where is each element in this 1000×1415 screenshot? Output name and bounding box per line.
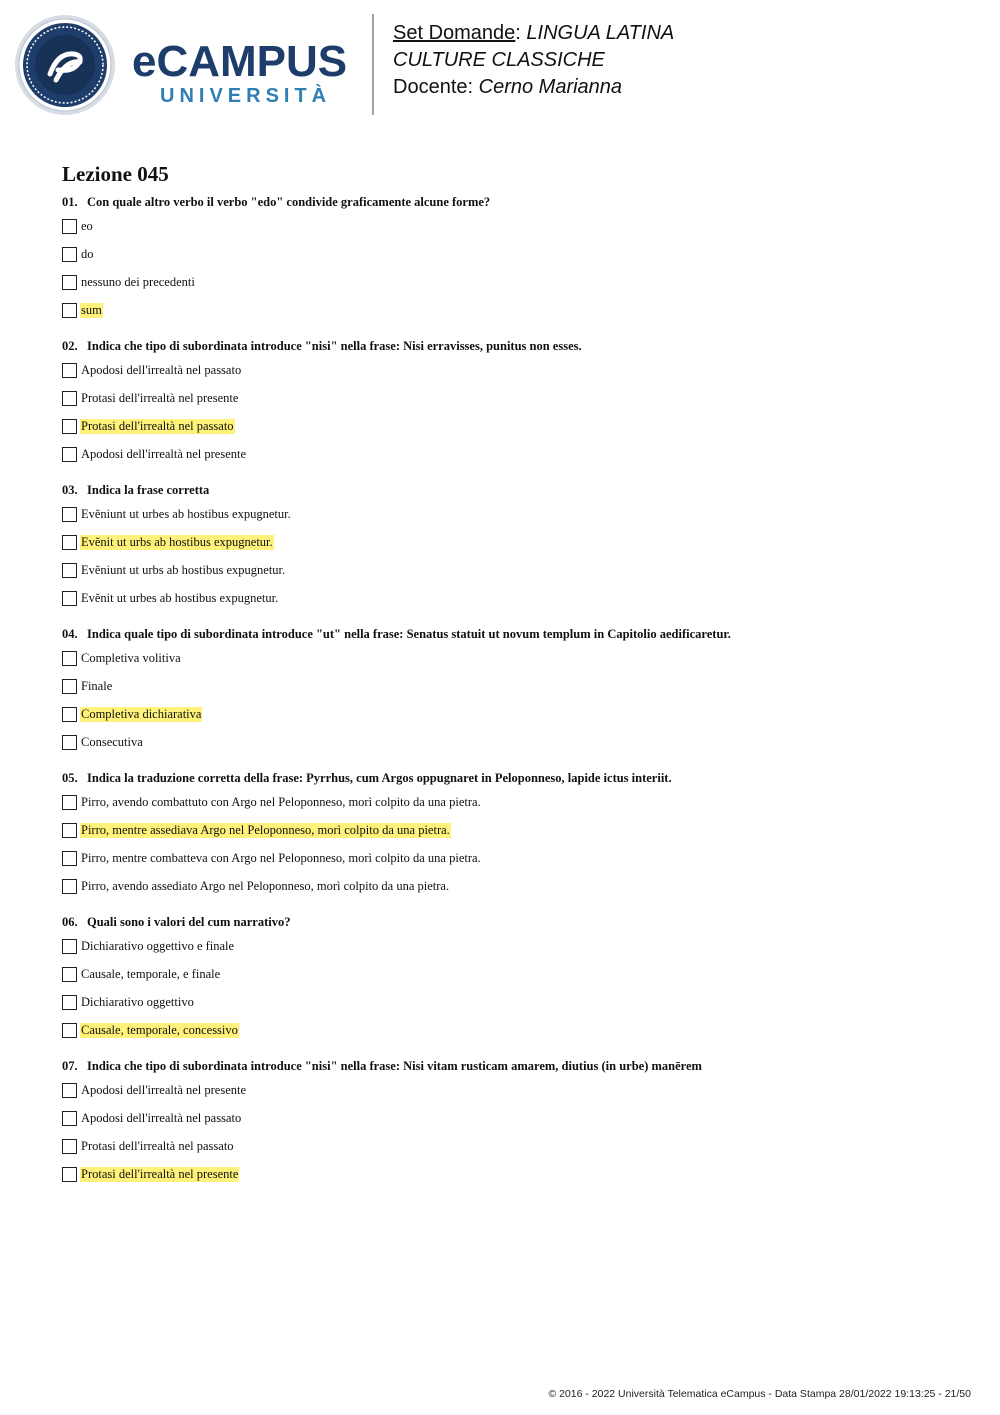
answer-option[interactable]: [62, 644, 962, 672]
answer-checkbox[interactable]: [62, 679, 77, 694]
question-number: 02.: [62, 339, 78, 353]
question-spacer: [62, 1044, 962, 1058]
question-number: 01.: [62, 195, 78, 209]
answer-option[interactable]: [62, 960, 962, 988]
answer-label-correct: Pirro, mentre assediava Argo nel Peloponneso, morì colpito da una pietra.: [81, 822, 450, 837]
answer-label: Pirro, mentre combatteva con Argo nel Peloponneso, morì colpito da una pietra.: [81, 850, 481, 865]
question-text: [62, 626, 962, 644]
answer-label: Dichiarativo oggettivo: [81, 994, 194, 1009]
answer-option[interactable]: [62, 296, 962, 324]
question-text: [62, 338, 962, 356]
answer-option[interactable]: [62, 816, 962, 844]
brand-subtitle: UNIVERSITÀ: [160, 85, 332, 107]
answer-label: Dichiarativo oggettivo e finale: [81, 938, 235, 953]
answer-option[interactable]: [62, 1132, 962, 1160]
answer-option[interactable]: [62, 412, 962, 440]
answer-label: Pirro, avendo assediato Argo nel Peloponneso, morì colpito da una pietra.: [81, 878, 450, 893]
answer-option[interactable]: [62, 844, 962, 872]
answer-label: Consecutiva: [81, 734, 143, 749]
answer-option[interactable]: [62, 1016, 962, 1044]
question-prompt: Indica la frase corretta: [87, 483, 210, 497]
answer-checkbox[interactable]: [62, 563, 77, 578]
answer-option[interactable]: [62, 788, 962, 816]
question-set: [62, 160, 962, 1188]
question-03: [62, 482, 962, 612]
answer-option[interactable]: [62, 872, 962, 900]
answer-checkbox[interactable]: [62, 795, 77, 810]
ecampus-seal-logo-icon: [14, 14, 116, 116]
answer-checkbox[interactable]: [62, 939, 77, 954]
answer-label-correct: Evĕnit ut urbs ab hostibus expugnetur.: [81, 534, 273, 549]
answer-checkbox[interactable]: [62, 1111, 77, 1126]
answer-label: Protasi dell'irrealtà nel presente: [81, 390, 239, 405]
answer-label: Protasi dell'irrealtà nel passato: [81, 1138, 234, 1153]
question-number: 03.: [62, 483, 78, 497]
answer-checkbox[interactable]: [62, 391, 77, 406]
answer-option[interactable]: [62, 672, 962, 700]
page-header: [0, 0, 1000, 130]
question-text: [62, 1058, 962, 1076]
question-spacer: [62, 756, 962, 770]
answer-checkbox[interactable]: [62, 275, 77, 290]
set-label: Set Domande: [393, 22, 516, 44]
question-04: [62, 626, 962, 756]
answer-option[interactable]: [62, 240, 962, 268]
answer-option[interactable]: [62, 384, 962, 412]
answer-label: Evĕnit ut urbes ab hostibus expugnetur.: [81, 590, 279, 605]
answer-label: Evĕniunt ut urbes ab hostibus expugnetur.: [81, 506, 291, 521]
answer-checkbox[interactable]: [62, 447, 77, 462]
docente-name: Cerno Marianna: [478, 76, 623, 98]
answer-checkbox[interactable]: [62, 535, 77, 550]
answer-checkbox[interactable]: [62, 707, 77, 722]
answer-option[interactable]: [62, 1076, 962, 1104]
answer-option[interactable]: [62, 500, 962, 528]
answer-label: Pirro, avendo combattuto con Argo nel Peloponneso, morì colpito da una pietra.: [81, 794, 481, 809]
answer-option[interactable]: [62, 212, 962, 240]
answer-label: eo: [81, 218, 93, 233]
answer-checkbox[interactable]: [62, 1139, 77, 1154]
answer-checkbox[interactable]: [62, 735, 77, 750]
answer-label-correct: Causale, temporale, concessivo: [81, 1022, 238, 1037]
question-prompt: Indica che tipo di subordinata introduce "nisi" nella frase: Nisi erravisses, punitus non esses.: [87, 339, 582, 353]
answer-label-correct: Protasi dell'irrealtà nel passato: [81, 418, 234, 433]
brand-name: eCAMPUS: [132, 37, 348, 86]
question-number: 07.: [62, 1059, 78, 1073]
question-spacer: [62, 324, 962, 338]
answer-checkbox[interactable]: [62, 851, 77, 866]
lesson-title: Lezione 045: [62, 162, 169, 186]
answer-checkbox[interactable]: [62, 1023, 77, 1038]
answer-label: Finale: [81, 678, 113, 693]
answer-checkbox[interactable]: [62, 823, 77, 838]
answer-option[interactable]: [62, 584, 962, 612]
answer-checkbox[interactable]: [62, 303, 77, 318]
answer-label: do: [81, 246, 94, 261]
question-text: [62, 482, 962, 500]
question-spacer: [62, 468, 962, 482]
answer-option[interactable]: [62, 1104, 962, 1132]
question-06: [62, 914, 962, 1044]
answer-label: Apodosi dell'irrealtà nel presente: [81, 1082, 247, 1097]
question-prompt: Indica la traduzione corretta della frase: Pyrrhus, cum Argos oppugnaret in Peloponneso, lapide ictus interiit.: [87, 771, 672, 785]
answer-checkbox[interactable]: [62, 363, 77, 378]
answer-checkbox[interactable]: [62, 419, 77, 434]
answer-option[interactable]: [62, 1160, 962, 1188]
answer-checkbox[interactable]: [62, 591, 77, 606]
answer-label-correct: Completiva dichiarativa: [81, 706, 202, 721]
subject-line-1: LINGUA LATINA: [526, 22, 675, 44]
question-02: [62, 338, 962, 468]
answer-label: Completiva volitiva: [81, 650, 181, 665]
answer-option[interactable]: [62, 556, 962, 584]
ecampus-wordmark: [132, 37, 362, 108]
answer-checkbox[interactable]: [62, 651, 77, 666]
answer-label: Evĕniunt ut urbs ab hostibus expugnetur.: [81, 562, 286, 577]
answer-checkbox[interactable]: [62, 995, 77, 1010]
answer-label: Apodosi dell'irrealtà nel passato: [81, 362, 242, 377]
answer-option[interactable]: [62, 268, 962, 296]
answer-option[interactable]: [62, 528, 962, 556]
answer-checkbox[interactable]: [62, 967, 77, 982]
question-text: [62, 194, 962, 212]
answer-option[interactable]: [62, 700, 962, 728]
set-info: Set Domande: LINGUA LATINA CULTURE CLASSICHE Docente: Cerno Marianna: [393, 22, 675, 98]
answer-option[interactable]: [62, 988, 962, 1016]
question-number: 04.: [62, 627, 78, 641]
answer-checkbox[interactable]: [62, 1083, 77, 1098]
docente-label: Docente: [393, 76, 468, 98]
question-01: [62, 194, 962, 324]
question-07: [62, 1058, 962, 1188]
header-divider: [372, 14, 374, 115]
answer-checkbox[interactable]: [62, 879, 77, 894]
question-spacer: [62, 900, 962, 914]
answer-option[interactable]: [62, 356, 962, 384]
question-prompt: Indica quale tipo di subordinata introduce "ut" nella frase: Senatus statuit ut novum templum in Capitolio aedificaretur.: [87, 627, 731, 641]
question-number: 05.: [62, 771, 78, 785]
answer-checkbox[interactable]: [62, 507, 77, 522]
page-footer: © 2016 - 2022 Università Telematica eCampus - Data Stampa 28/01/2022 19:13:25 - 21/50: [548, 1388, 971, 1400]
question-spacer: [62, 612, 962, 626]
answer-option[interactable]: [62, 440, 962, 468]
question-05: [62, 770, 962, 900]
answer-option[interactable]: [62, 932, 962, 960]
question-prompt: Indica che tipo di subordinata introduce "nisi" nella frase: Nisi vitam rusticam amarem, diutius (in urbe) manērem: [87, 1059, 702, 1073]
answer-checkbox[interactable]: [62, 1167, 77, 1182]
question-text: [62, 914, 962, 932]
questions-list: [62, 194, 962, 1188]
answer-checkbox[interactable]: [62, 219, 77, 234]
question-prompt: Con quale altro verbo il verbo "edo" condivide graficamente alcune forme?: [87, 195, 491, 209]
answer-label: nessuno dei precedenti: [81, 274, 195, 289]
answer-checkbox[interactable]: [62, 247, 77, 262]
question-prompt: Quali sono i valori del cum narrativo?: [87, 915, 291, 929]
answer-label: Apodosi dell'irrealtà nel presente: [81, 446, 247, 461]
question-text: [62, 770, 962, 788]
subject-line-2: CULTURE CLASSICHE: [393, 49, 605, 71]
answer-label: Causale, temporale, e finale: [81, 966, 221, 981]
answer-label-correct: sum: [81, 302, 102, 317]
question-number: 06.: [62, 915, 78, 929]
answer-label: Apodosi dell'irrealtà nel passato: [81, 1110, 242, 1125]
answer-option[interactable]: [62, 728, 962, 756]
answer-label-correct: Protasi dell'irrealtà nel presente: [81, 1166, 239, 1181]
